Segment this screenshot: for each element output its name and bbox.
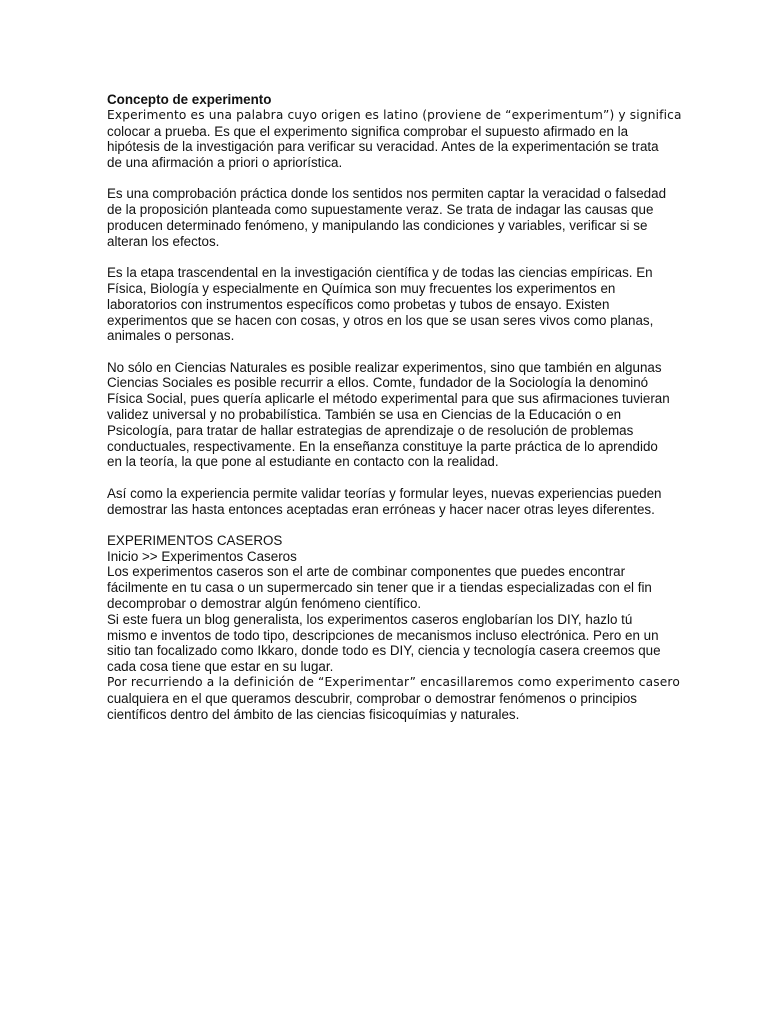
paragraph-3 xyxy=(107,265,667,344)
text-line: Experimento es una palabra cuyo origen es latino (proviene de “experimentum”) y significa xyxy=(107,107,682,122)
text-line: Así como la experiencia permite validar teorías y formular leyes, nuevas experiencias pueden xyxy=(107,485,662,501)
text-line: No sólo en Ciencias Naturales es posible realizar experimentos, sino que también en algunas xyxy=(107,359,662,375)
text-line: en la teoría, la que pone al estudiante en contacto con la realidad. xyxy=(107,454,499,470)
paragraph-4 xyxy=(107,359,670,471)
text-line: Física, Biología y especialmente en Química son muy frecuentes los experimentos en xyxy=(107,280,616,296)
text-line: alteran los efectos. xyxy=(107,233,220,249)
text-line: Psicología, para tratar de hallar estrategias de aprendizaje o de resolución de problemas xyxy=(107,422,634,438)
paragraph-5 xyxy=(107,486,667,518)
text-line: conductuales, respectivamente. En la enseñanza constituye la parte práctica de lo aprendido xyxy=(107,438,658,454)
text-line: Si este fuera un blog generalista, los experimentos caseros englobarían los DIY, hazlo tú xyxy=(107,611,633,627)
text-line: decomprobar o demostrar algún fenómeno científico. xyxy=(107,596,422,612)
text-line: Es la etapa trascendental en la investigación científica y de todas las ciencias empíricas. En xyxy=(107,265,653,281)
text-line: Física Social, pues quería aplicarle el método experimental para que sus afirmaciones tuvieran xyxy=(107,391,670,407)
paragraph-6 xyxy=(107,564,667,611)
text-line: mismo e inventos de todo tipo, descripciones de mecanismos incluso electrónica. Pero en un xyxy=(107,627,659,643)
text-line: cualquiera en el que queramos descubrir, comprobar o demostrar fenómenos o principios xyxy=(107,690,637,706)
paragraph-8 xyxy=(107,675,680,722)
section-title: EXPERIMENTOS CASEROS xyxy=(107,532,283,548)
text-line: sitio tan focalizado como Ikkaro, donde todo es DIY, ciencia y tecnología casera creemos que xyxy=(107,643,661,659)
paragraph-2 xyxy=(107,186,667,249)
document-body xyxy=(107,92,682,722)
text-line: fácilmente en tu casa o un supermercado sin tener que ir a tiendas especializadas con el fin xyxy=(107,580,652,596)
text-line: hipótesis de la investigación para verificar su veracidad. Antes de la experimentación se trata xyxy=(107,139,659,155)
text-line: científicos dentro del ámbito de las ciencias fisicoquímias y naturales. xyxy=(107,706,520,722)
text-line: producen determinado fenómeno, y manipulando las condiciones y variables, verificar si se xyxy=(107,218,648,234)
text-line: colocar a prueba. Es que el experimento significa comprobar el supuesto afirmado en la xyxy=(107,123,629,139)
text-line: laboratorios con instrumentos específicos como probetas y tubos de ensayo. Existen xyxy=(107,296,610,312)
text-line: de una afirmación a priori o apriorística. xyxy=(107,155,343,171)
breadcrumb: Inicio >> Experimentos Caseros xyxy=(107,548,297,564)
text-line: animales o personas. xyxy=(107,328,235,344)
text-line: Es una comprobación práctica donde los sentidos nos permiten captar la veracidad o falsedad xyxy=(107,186,667,202)
text-line: Ciencias Sociales es posible recurrir a ellos. Comte, fundador de la Sociología la denominó xyxy=(107,375,649,391)
text-line: Por recurriendo a la definición de “Experimentar” encasillaremos como experimento casero xyxy=(107,675,680,689)
text-line: experimentos que se hacen con cosas, y otros en los que se usan seres vivos como planas, xyxy=(107,312,654,328)
text-line: demostrar las hasta entonces aceptadas eran erróneas y hacer nacer otras leyes diferentes. xyxy=(107,501,655,517)
text-line: cada cosa tiene que estar en su lugar. xyxy=(107,659,334,675)
paragraph-1 xyxy=(107,107,682,171)
text-line: Los experimentos caseros son el arte de combinar componentes que puedes encontrar xyxy=(107,564,626,580)
text-line: validez universal y no probabilística. También se usa en Ciencias de la Educación o en xyxy=(107,407,622,423)
paragraph-7 xyxy=(107,612,667,675)
text-line: de la proposición planteada como supuestamente veraz. Se trata de indagar las causas que xyxy=(107,202,654,218)
heading: Concepto de experimento xyxy=(107,92,272,107)
